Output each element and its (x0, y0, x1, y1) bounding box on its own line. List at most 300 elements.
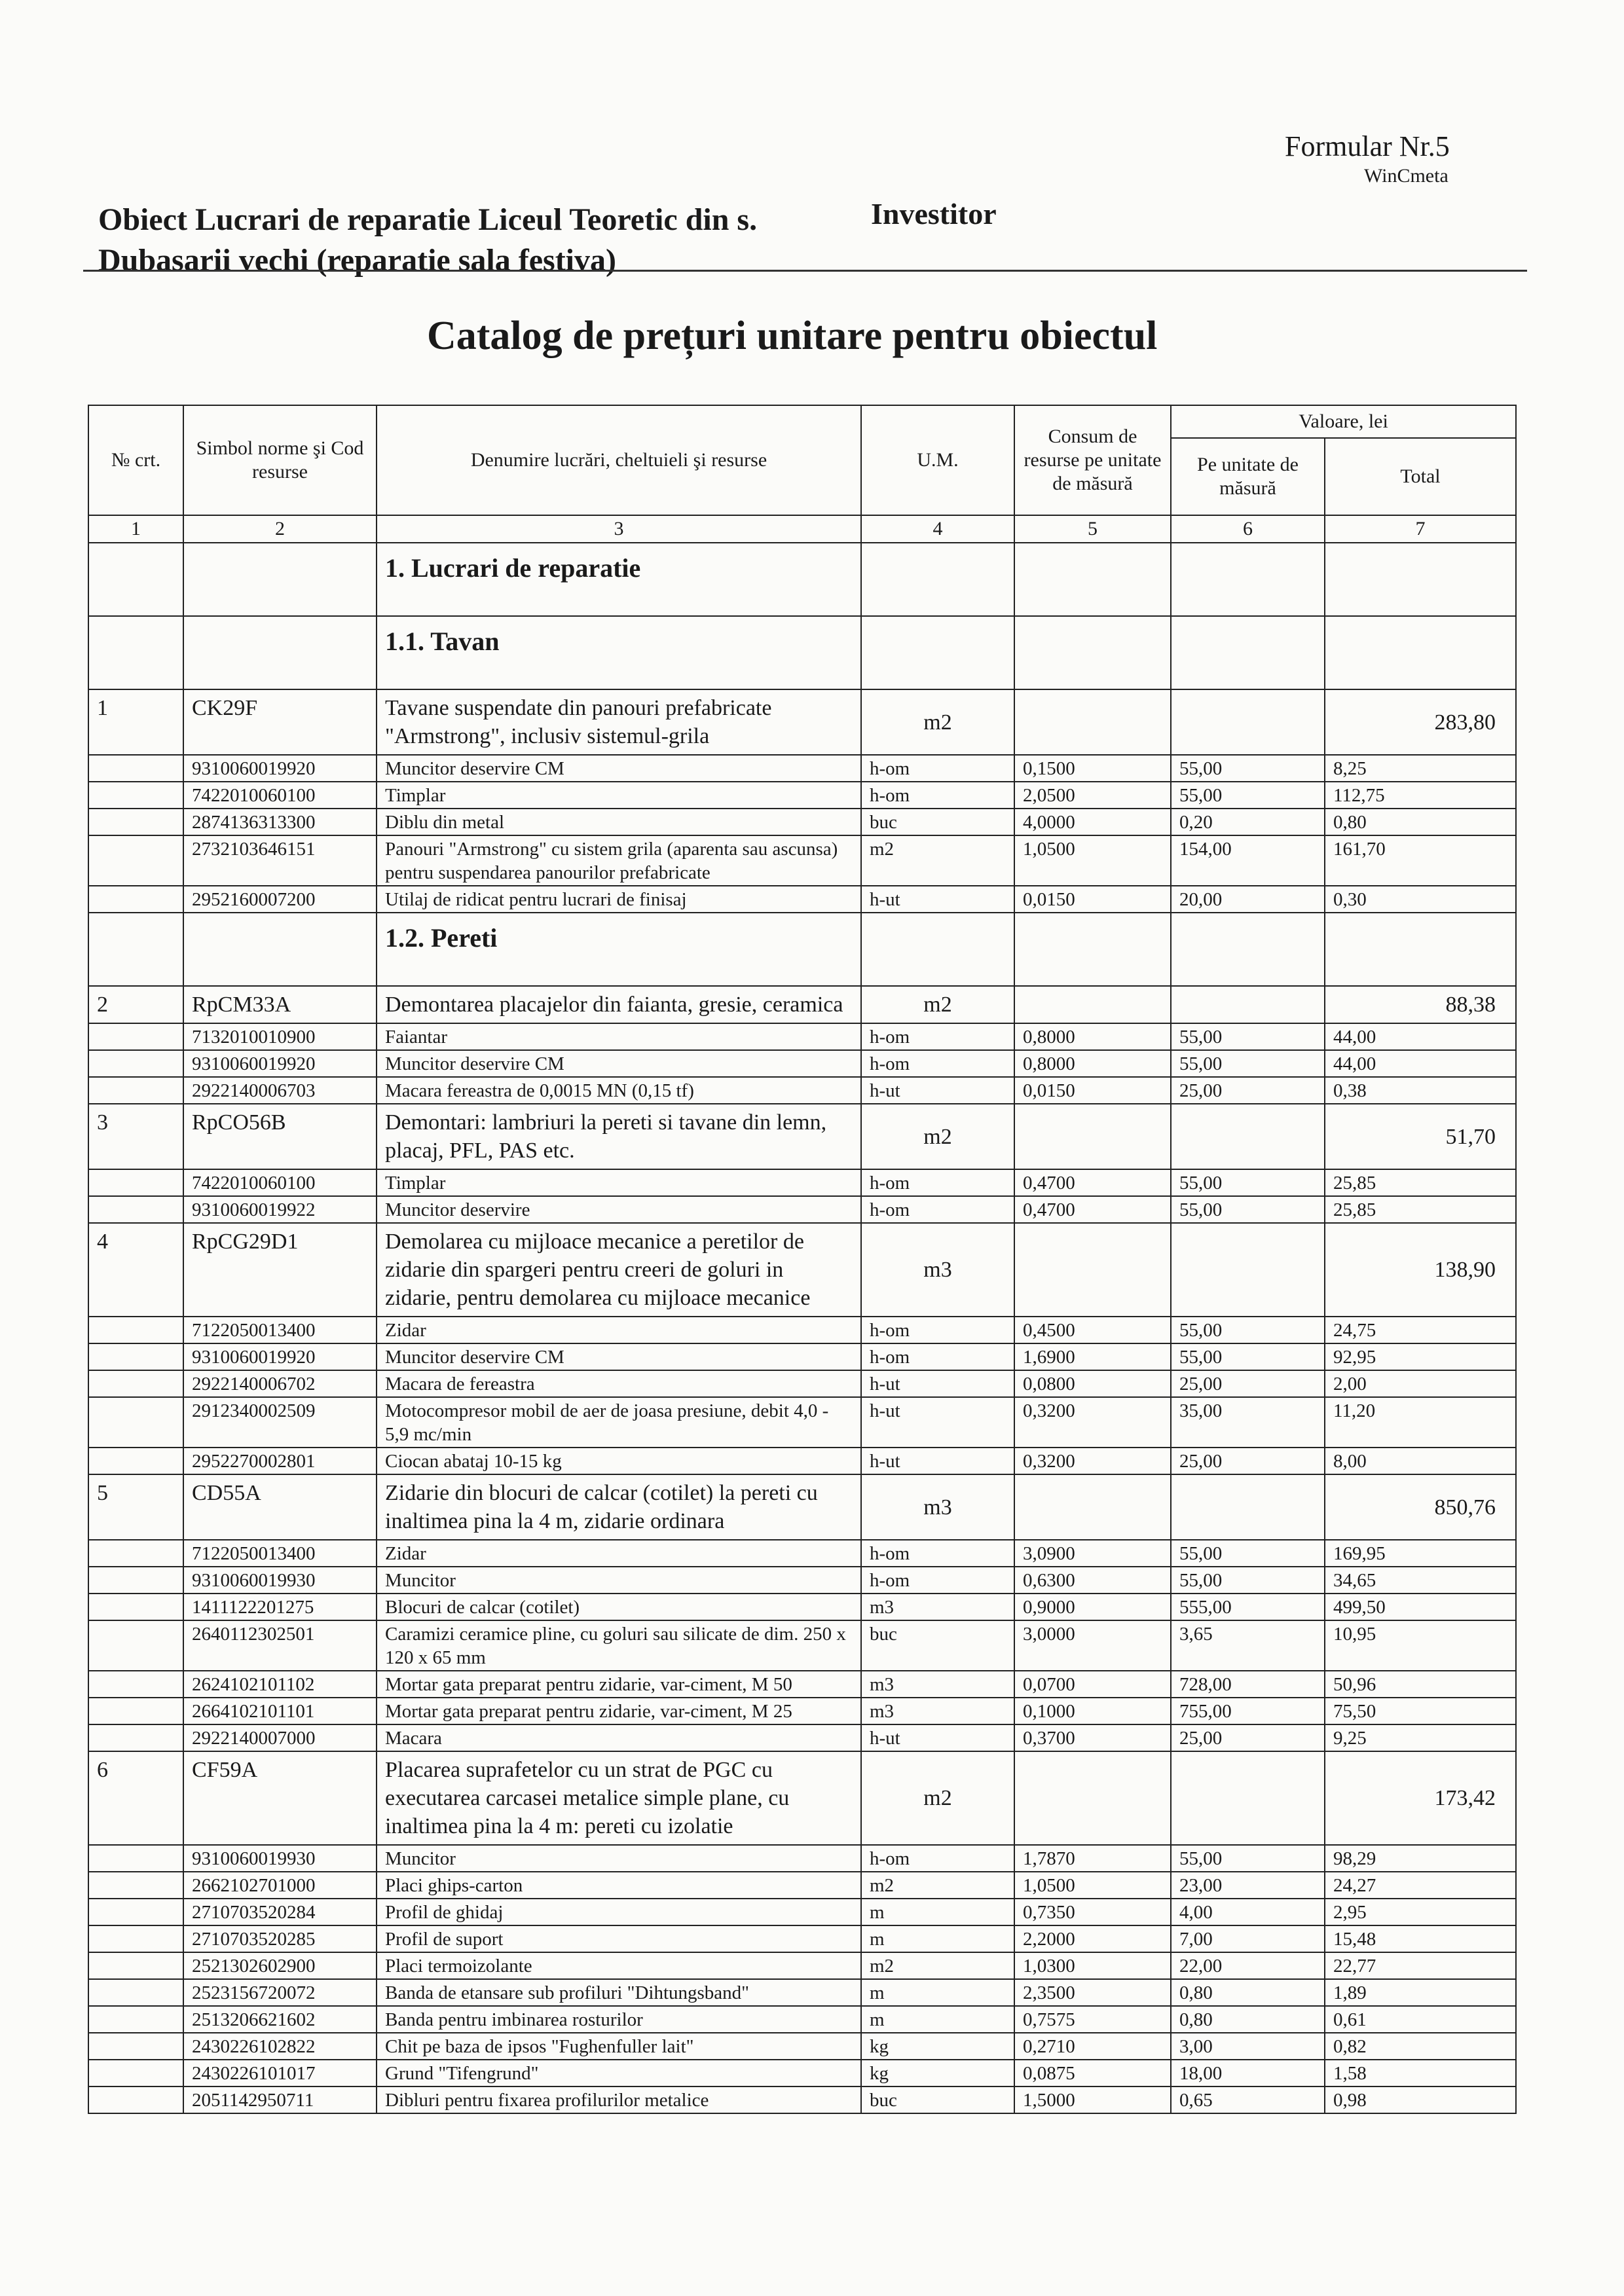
cell-um: h-om (861, 1317, 1014, 1343)
cell-code: 2430226101017 (183, 2060, 377, 2086)
cell-total: 44,00 (1325, 1050, 1516, 1077)
cell-um: m2 (861, 1952, 1014, 1979)
cell-consum (1014, 689, 1171, 755)
cell-pret: 0,20 (1171, 809, 1325, 835)
cell-um: buc (861, 2086, 1014, 2113)
col-header-consum: Consum de resurse pe unitate de măsură (1014, 405, 1171, 515)
cell-um: kg (861, 2033, 1014, 2060)
cell-code: CF59A (183, 1751, 377, 1845)
cell-code (183, 616, 377, 689)
cell-code: 2922140007000 (183, 1724, 377, 1751)
cell-total: 0,98 (1325, 2086, 1516, 2113)
cell-um: m3 (861, 1223, 1014, 1317)
cell-um: h-om (861, 1023, 1014, 1050)
cell-pret: 18,00 (1171, 2060, 1325, 2086)
cell-code: 9310060019930 (183, 1845, 377, 1872)
cell-um: m2 (861, 689, 1014, 755)
cell-consum: 0,0150 (1014, 1077, 1171, 1104)
cell-pret: 25,00 (1171, 1077, 1325, 1104)
cell-consum: 0,4700 (1014, 1169, 1171, 1196)
cell-total: 8,25 (1325, 755, 1516, 782)
cell-consum: 1,5000 (1014, 2086, 1171, 2113)
cell-consum: 0,4500 (1014, 1317, 1171, 1343)
cell-nr (88, 1620, 183, 1671)
cell-name: Timplar (377, 782, 861, 809)
cell-total: 0,38 (1325, 1077, 1516, 1104)
cell-nr (88, 1196, 183, 1223)
section-row (88, 616, 1516, 689)
cell-um: buc (861, 1620, 1014, 1671)
cell-total: 24,27 (1325, 1872, 1516, 1899)
cell-total: 283,80 (1325, 689, 1516, 755)
cell-consum: 1,6900 (1014, 1343, 1171, 1370)
cell-code: 9310060019920 (183, 1343, 377, 1370)
cell-code: 7422010060100 (183, 1169, 377, 1196)
cell-consum: 2,3500 (1014, 1979, 1171, 2006)
cell-name: Grund "Tifengrund" (377, 2060, 861, 2086)
col-header-um: U.M. (861, 405, 1014, 515)
cell-total: 98,29 (1325, 1845, 1516, 1872)
cell-total: 88,38 (1325, 986, 1516, 1023)
cell-um: kg (861, 2060, 1014, 2086)
cell-total: 92,95 (1325, 1343, 1516, 1370)
cell-code: 2732103646151 (183, 835, 377, 886)
cell-consum: 0,7575 (1014, 2006, 1171, 2033)
cell-um: m2 (861, 1104, 1014, 1169)
cell-total (1325, 616, 1516, 689)
cell-pret (1171, 1223, 1325, 1317)
cell-total (1325, 543, 1516, 616)
cell-pret (1171, 1474, 1325, 1540)
cell-total: 173,42 (1325, 1751, 1516, 1845)
cell-code: 2523156720072 (183, 1979, 377, 2006)
cell-nr (88, 2086, 183, 2113)
col-header-nr: № crt. (88, 405, 183, 515)
cell-name: Zidarie din blocuri de calcar (cotilet) la pereti cu inaltimea pina la 4 m, zidarie ordinara (377, 1474, 861, 1540)
cell-pret: 3,65 (1171, 1620, 1325, 1671)
cell-pret: 55,00 (1171, 1845, 1325, 1872)
cell-nr (88, 1872, 183, 1899)
resource-row (88, 1317, 1516, 1343)
cell-nr: 6 (88, 1751, 183, 1845)
cell-nr (88, 1899, 183, 1925)
cell-pret: 55,00 (1171, 1023, 1325, 1050)
cell-um: m2 (861, 1751, 1014, 1845)
cell-name: Blocuri de calcar (cotilet) (377, 1594, 861, 1620)
resource-row (88, 1620, 1516, 1671)
cell-consum (1014, 616, 1171, 689)
cell-pret: 20,00 (1171, 886, 1325, 913)
resource-row (88, 1077, 1516, 1104)
cell-consum: 0,8000 (1014, 1050, 1171, 1077)
cell-total: 1,58 (1325, 2060, 1516, 2086)
cell-name: Banda pentru imbinarea rosturilor (377, 2006, 861, 2033)
resource-row (88, 1050, 1516, 1077)
cell-nr: 4 (88, 1223, 183, 1317)
col-header-denumire: Denumire lucrări, cheltuieli şi resurse (377, 405, 861, 515)
col-header-pe-unitate: Pe unitate de măsură (1171, 438, 1325, 515)
resource-row (88, 2086, 1516, 2113)
cell-pret: 35,00 (1171, 1397, 1325, 1448)
column-number: 1 (88, 515, 183, 543)
cell-code: 2952160007200 (183, 886, 377, 913)
cell-consum: 0,9000 (1014, 1594, 1171, 1620)
cell-name: Diblu din metal (377, 809, 861, 835)
cell-pret: 55,00 (1171, 1343, 1325, 1370)
cell-name: Demontari: lambriuri la pereti si tavane din lemn, placaj, PFL, PAS etc. (377, 1104, 861, 1169)
cell-code: 2640112302501 (183, 1620, 377, 1671)
investor-label: Investitor (871, 197, 997, 230)
cell-pret: 0,80 (1171, 1979, 1325, 2006)
work-item-row (88, 1474, 1516, 1540)
resource-row (88, 1952, 1516, 1979)
resource-row (88, 2033, 1516, 2060)
cell-name: Placarea suprafetelor cu un strat de PGC cu executarea carcasei metalice simple plane, cu inaltimea pina la 4 m: pereti cu izolatie (377, 1751, 861, 1845)
cell-consum: 0,1000 (1014, 1698, 1171, 1724)
cell-nr (88, 1343, 183, 1370)
cell-consum (1014, 1104, 1171, 1169)
cell-code: 2710703520285 (183, 1925, 377, 1952)
cell-pret: 555,00 (1171, 1594, 1325, 1620)
cell-um: h-ut (861, 1370, 1014, 1397)
cell-nr (88, 1050, 183, 1077)
cell-code: 7122050013400 (183, 1540, 377, 1567)
cell-name: Motocompresor mobil de aer de joasa presiune, debit 4,0 - 5,9 mc/min (377, 1397, 861, 1448)
cell-name: Chit pe baza de ipsos "Fughenfuller lait" (377, 2033, 861, 2060)
cell-pret: 55,00 (1171, 1567, 1325, 1594)
cell-um: h-ut (861, 1724, 1014, 1751)
resource-row (88, 809, 1516, 835)
resource-row (88, 2060, 1516, 2086)
cell-total: 25,85 (1325, 1169, 1516, 1196)
cell-total: 112,75 (1325, 782, 1516, 809)
cell-um: h-ut (861, 1077, 1014, 1104)
resource-row (88, 1845, 1516, 1872)
cell-total: 499,50 (1325, 1594, 1516, 1620)
cell-total: 51,70 (1325, 1104, 1516, 1169)
cell-code: 9310060019920 (183, 1050, 377, 1077)
cell-code: 2874136313300 (183, 809, 377, 835)
work-item-row (88, 1104, 1516, 1169)
cell-total: 850,76 (1325, 1474, 1516, 1540)
cell-total: 25,85 (1325, 1196, 1516, 1223)
cell-um: m (861, 1979, 1014, 2006)
cell-name: Zidar (377, 1317, 861, 1343)
cell-code: 2624102101102 (183, 1671, 377, 1698)
cell-code: 2710703520284 (183, 1899, 377, 1925)
cell-total: 0,82 (1325, 2033, 1516, 2060)
cell-pret (1171, 1751, 1325, 1845)
cell-nr (88, 1540, 183, 1567)
cell-nr (88, 616, 183, 689)
cell-nr: 2 (88, 986, 183, 1023)
cell-consum: 0,3200 (1014, 1448, 1171, 1474)
cell-consum: 1,7870 (1014, 1845, 1171, 1872)
cell-name: Faiantar (377, 1023, 861, 1050)
cell-code: CK29F (183, 689, 377, 755)
cell-consum: 4,0000 (1014, 809, 1171, 835)
cell-consum: 1,0500 (1014, 835, 1171, 886)
cell-um: h-om (861, 1169, 1014, 1196)
cell-um: m2 (861, 1872, 1014, 1899)
cell-code: 9310060019930 (183, 1567, 377, 1594)
cell-name: Ciocan abataj 10-15 kg (377, 1448, 861, 1474)
cell-total: 24,75 (1325, 1317, 1516, 1343)
cell-consum (1014, 913, 1171, 986)
cell-total: 2,95 (1325, 1899, 1516, 1925)
cell-total: 22,77 (1325, 1952, 1516, 1979)
cell-consum: 0,4700 (1014, 1196, 1171, 1223)
column-number: 2 (183, 515, 377, 543)
cell-nr (88, 1979, 183, 2006)
cell-name: Muncitor deservire (377, 1196, 861, 1223)
cell-nr (88, 1925, 183, 1952)
cell-um (861, 913, 1014, 986)
cell-code: 2430226102822 (183, 2033, 377, 2060)
cell-code: 2664102101101 (183, 1698, 377, 1724)
header-divider (83, 270, 1527, 272)
cell-consum: 3,0900 (1014, 1540, 1171, 1567)
cell-pret (1171, 913, 1325, 986)
cell-um: m (861, 2006, 1014, 2033)
cell-pret: 25,00 (1171, 1448, 1325, 1474)
cell-consum (1014, 1223, 1171, 1317)
cell-um: m2 (861, 986, 1014, 1023)
cell-um (861, 543, 1014, 616)
cell-name: Caramizi ceramice pline, cu goluri sau silicate de dim. 250 x 120 x 65 mm (377, 1620, 861, 1671)
cell-name: Panouri "Armstrong" cu sistem grila (aparenta sau ascunsa) pentru suspendarea panourilor prefabricate (377, 835, 861, 886)
resource-row (88, 1899, 1516, 1925)
cell-nr (88, 1023, 183, 1050)
cell-code: RpCO56B (183, 1104, 377, 1169)
column-number: 7 (1325, 515, 1516, 543)
price-catalog-table (88, 405, 1517, 2114)
cell-text: 1.2. Pereti (377, 913, 861, 986)
work-item-row (88, 1751, 1516, 1845)
cell-consum (1014, 1474, 1171, 1540)
cell-um: h-om (861, 755, 1014, 782)
cell-code: 2662102701000 (183, 1872, 377, 1899)
cell-nr (88, 1317, 183, 1343)
cell-consum (1014, 1751, 1171, 1845)
cell-consum (1014, 543, 1171, 616)
resource-row (88, 1698, 1516, 1724)
cell-name: Muncitor deservire CM (377, 1050, 861, 1077)
resource-row (88, 835, 1516, 886)
cell-nr (88, 1077, 183, 1104)
cell-name: Banda de etansare sub profiluri "Dihtungsband" (377, 1979, 861, 2006)
cell-pret: 3,00 (1171, 2033, 1325, 2060)
section-row (88, 913, 1516, 986)
resource-row (88, 1397, 1516, 1448)
cell-name: Profil de ghidaj (377, 1899, 861, 1925)
cell-nr (88, 543, 183, 616)
cell-nr (88, 1698, 183, 1724)
cell-pret (1171, 543, 1325, 616)
cell-nr: 1 (88, 689, 183, 755)
cell-um: m3 (861, 1698, 1014, 1724)
work-item-row (88, 1223, 1516, 1317)
cell-name: Muncitor deservire CM (377, 755, 861, 782)
cell-pret: 4,00 (1171, 1899, 1325, 1925)
cell-name: Demontarea placajelor din faianta, gresie, ceramica (377, 986, 861, 1023)
cell-consum: 0,8000 (1014, 1023, 1171, 1050)
cell-um: m2 (861, 835, 1014, 886)
cell-um: m3 (861, 1671, 1014, 1698)
cell-nr (88, 1567, 183, 1594)
cell-nr (88, 913, 183, 986)
cell-code: 7422010060100 (183, 782, 377, 809)
cell-nr (88, 1594, 183, 1620)
cell-nr (88, 1724, 183, 1751)
cell-pret: 0,65 (1171, 2086, 1325, 2113)
cell-name: Mortar gata preparat pentru zidarie, var-ciment, M 25 (377, 1698, 861, 1724)
cell-consum: 0,0875 (1014, 2060, 1171, 2086)
cell-um: h-om (861, 782, 1014, 809)
col-header-total: Total (1325, 438, 1516, 515)
cell-nr (88, 809, 183, 835)
cell-nr (88, 1671, 183, 1698)
cell-total: 161,70 (1325, 835, 1516, 886)
table-body (88, 543, 1516, 2113)
resource-row (88, 886, 1516, 913)
cell-code: RpCM33A (183, 986, 377, 1023)
cell-name: Zidar (377, 1540, 861, 1567)
cell-total: 0,30 (1325, 886, 1516, 913)
cell-consum: 0,0700 (1014, 1671, 1171, 1698)
cell-nr (88, 835, 183, 886)
cell-consum: 0,0800 (1014, 1370, 1171, 1397)
cell-text: 1.1. Tavan (377, 616, 861, 689)
cell-code: 7132010010900 (183, 1023, 377, 1050)
cell-code: 9310060019922 (183, 1196, 377, 1223)
cell-pret: 755,00 (1171, 1698, 1325, 1724)
cell-nr (88, 2033, 183, 2060)
cell-name: Macara (377, 1724, 861, 1751)
cell-consum: 0,7350 (1014, 1899, 1171, 1925)
cell-pret: 0,80 (1171, 2006, 1325, 2033)
cell-pret: 55,00 (1171, 1169, 1325, 1196)
col-header-valoare: Valoare, lei (1171, 405, 1516, 438)
cell-code: 2952270002801 (183, 1448, 377, 1474)
cell-pret: 55,00 (1171, 755, 1325, 782)
cell-name: Dibluri pentru fixarea profilurilor metalice (377, 2086, 861, 2113)
cell-nr (88, 755, 183, 782)
col-header-simbol: Simbol norme şi Cod resurse (183, 405, 377, 515)
cell-code: 2922140006702 (183, 1370, 377, 1397)
cell-consum: 2,2000 (1014, 1925, 1171, 1952)
resource-row (88, 1196, 1516, 1223)
column-number: 4 (861, 515, 1014, 543)
cell-consum (1014, 986, 1171, 1023)
cell-name: Macara de fereastra (377, 1370, 861, 1397)
cell-nr (88, 782, 183, 809)
section-row (88, 543, 1516, 616)
cell-total: 1,89 (1325, 1979, 1516, 2006)
cell-nr (88, 1952, 183, 1979)
cell-um: h-om (861, 1343, 1014, 1370)
cell-um (861, 616, 1014, 689)
resource-row (88, 1169, 1516, 1196)
cell-code: 2521302602900 (183, 1952, 377, 1979)
cell-pret: 728,00 (1171, 1671, 1325, 1698)
cell-um: m (861, 1899, 1014, 1925)
cell-pret: 7,00 (1171, 1925, 1325, 1952)
cell-pret (1171, 689, 1325, 755)
cell-code (183, 913, 377, 986)
resource-row (88, 1594, 1516, 1620)
cell-code: 7122050013400 (183, 1317, 377, 1343)
cell-name: Mortar gata preparat pentru zidarie, var-ciment, M 50 (377, 1671, 861, 1698)
cell-code: 1411122201275 (183, 1594, 377, 1620)
cell-total: 138,90 (1325, 1223, 1516, 1317)
column-number: 6 (1171, 515, 1325, 543)
cell-pret: 25,00 (1171, 1370, 1325, 1397)
cell-total: 44,00 (1325, 1023, 1516, 1050)
resource-row (88, 1671, 1516, 1698)
cell-total: 0,80 (1325, 809, 1516, 835)
cell-consum: 0,2710 (1014, 2033, 1171, 2060)
cell-um: h-om (861, 1845, 1014, 1872)
column-number: 3 (377, 515, 861, 543)
resource-row (88, 1370, 1516, 1397)
cell-total: 9,25 (1325, 1724, 1516, 1751)
cell-pret (1171, 986, 1325, 1023)
cell-total (1325, 913, 1516, 986)
cell-total: 2,00 (1325, 1370, 1516, 1397)
cell-code: RpCG29D1 (183, 1223, 377, 1317)
cell-name: Macara fereastra de 0,0015 MN (0,15 tf) (377, 1077, 861, 1104)
cell-um: m (861, 1925, 1014, 1952)
software-name: WinCmeta (1364, 165, 1449, 187)
cell-pret: 25,00 (1171, 1724, 1325, 1751)
cell-nr (88, 2060, 183, 2086)
cell-um: h-om (861, 1567, 1014, 1594)
cell-total: 11,20 (1325, 1397, 1516, 1448)
resource-row (88, 782, 1516, 809)
cell-total: 169,95 (1325, 1540, 1516, 1567)
work-item-row (88, 689, 1516, 755)
cell-consum: 3,0000 (1014, 1620, 1171, 1671)
resource-row (88, 1925, 1516, 1952)
page-title: Catalog de prețuri unitare pentru obiectul (427, 314, 1158, 358)
resource-row (88, 755, 1516, 782)
cell-um: h-ut (861, 1448, 1014, 1474)
cell-consum: 0,0150 (1014, 886, 1171, 913)
cell-nr (88, 1397, 183, 1448)
cell-um: h-om (861, 1540, 1014, 1567)
cell-nr: 5 (88, 1474, 183, 1540)
cell-total: 10,95 (1325, 1620, 1516, 1671)
object-description: Obiect Lucrari de reparatie Liceul Teoretic din s. Dubasarii vechi (reparatie sala festiva) (98, 202, 758, 278)
cell-nr (88, 2006, 183, 2033)
cell-consum: 1,0500 (1014, 1872, 1171, 1899)
cell-um: m3 (861, 1594, 1014, 1620)
cell-pret: 55,00 (1171, 1196, 1325, 1223)
cell-nr (88, 886, 183, 913)
work-item-row (88, 986, 1516, 1023)
resource-row (88, 2006, 1516, 2033)
cell-um: buc (861, 809, 1014, 835)
cell-code: 9310060019920 (183, 755, 377, 782)
cell-total: 50,96 (1325, 1671, 1516, 1698)
cell-pret: 55,00 (1171, 1317, 1325, 1343)
resource-row (88, 1724, 1516, 1751)
cell-name: Placi ghips-carton (377, 1872, 861, 1899)
cell-total: 0,61 (1325, 2006, 1516, 2033)
cell-nr: 3 (88, 1104, 183, 1169)
cell-consum: 1,0300 (1014, 1952, 1171, 1979)
